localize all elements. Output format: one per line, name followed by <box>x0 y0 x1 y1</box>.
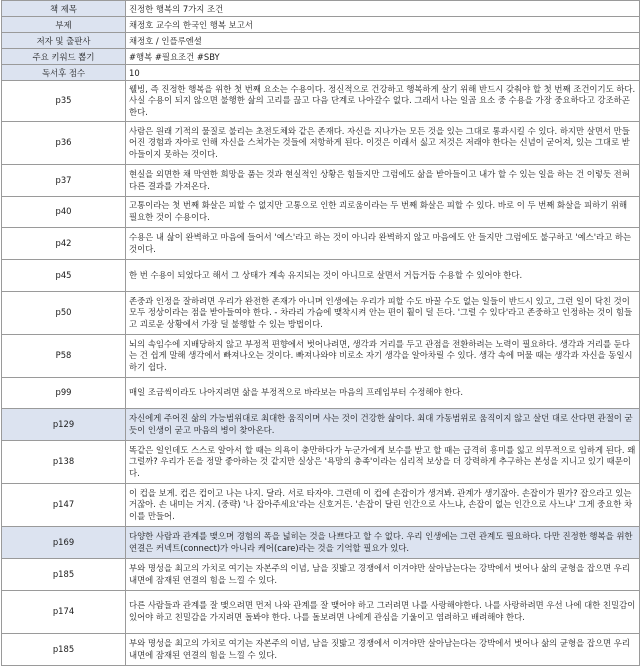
note-row <box>2 122 640 165</box>
note-text: 이 컵을 보게. 컵은 컵이고 나는 나지. 달라. 서로 타자야. 그런데 이 컵에 손잡이가 생겨봐. 관계가 생기잖아. 손잡이가 뭔가? 잡으라고 있는 거잖아. 손 내미는 거지. (중략) '나 잡아주세요'라는 신호거든. '손잡이 달린 인간으로 사느냐, 손잡이 없는 인간으로 사느냐' 그게 중요한 차이를 만들어. <box>126 484 640 527</box>
subtitle-value: 채정호 교수의 한국인 행복 보고서 <box>126 17 640 33</box>
note-page: p129 <box>2 409 126 441</box>
note-row <box>2 292 640 335</box>
note-text: 자신에게 주어진 삶의 가능범위대로 최대한 움직이며 사는 것이 건강한 삶이다. 최대 가동범위로 움직이지 않고 살던 대로 산다면 관절이 굳듯이 인생이 굳고 마음의 병이 찾아온다. <box>126 409 640 441</box>
note-page: p99 <box>2 378 126 409</box>
meta-row-author <box>2 33 640 49</box>
note-text: 사람은 원래 기적의 물질로 불리는 초전도체와 같은 존재다. 자신을 지나가는 모든 것을 있는 그대로 통과시킬 수 있다. 하지만 살면서 만들어진 경험과 자아로 인해 자신을 스쳐가는 것들에 저항하게 된다. 이것은 이래서 싫고 저것은 저래야 한다는 신념이 굳어져, 있는 그대로 받아들이지 못하는 것이다. <box>126 122 640 165</box>
author-value: 채정호 / 인플루엔셜 <box>126 33 640 49</box>
note-page: p185 <box>2 559 126 591</box>
note-row <box>2 81 640 122</box>
reading-note-table <box>1 0 640 666</box>
note-row-highlighted <box>2 409 640 441</box>
note-row <box>2 335 640 378</box>
note-text: 똑같은 일인데도 스스로 알아서 할 때는 의욕이 충만하다가 누군가에게 보수를 받고 할 때는 급격히 흥미를 잃고 의무적으로 임하게 된다. 왜 그럴까? 우리가 돈을 정말 좋아하는 것 같지만 실상은 '욕망의 충족'이라는 심리적 보상을 더 강력하게 추구하는 본성을 지니고 있기 때문이다. <box>126 441 640 484</box>
note-page: p37 <box>2 165 126 197</box>
meta-row-title <box>2 1 640 17</box>
note-text: 고통이라는 첫 번째 화살은 피할 수 없지만 고통으로 인한 괴로움이라는 두 번째 화살은 피할 수 있다. 바로 이 두 번째 화살을 피하기 위해 필요한 것이 수용이다. <box>126 197 640 228</box>
note-page: P58 <box>2 335 126 378</box>
keywords-value: #행복 #필요조건 #SBY <box>126 49 640 65</box>
title-value: 진정한 행복의 7가지 조건 <box>126 1 640 17</box>
note-text: 웰빙, 즉 진정한 행복을 위한 첫 번째 요소는 수용이다. 정신적으로 건강하고 행복하게 살기 위해 반드시 갖춰야 할 첫 번째 조건이기도 하다. 사실 수용이 되지 않으면 불행한 삶의 고리를 끊고 다음 단계로 나아갈수 없다. 그래서 나는 일곱 요소 중 수용을 가장 중요하다고 강조하곤 한다. <box>126 81 640 122</box>
note-page: p147 <box>2 484 126 527</box>
note-page: p35 <box>2 81 126 122</box>
score-label: 독서후 점수 <box>2 65 126 81</box>
note-page: p45 <box>2 260 126 292</box>
note-page: p185 <box>2 634 126 666</box>
note-text: 뇌의 속임수에 지배당하지 않고 부정적 편향에서 벗어나려면, 생각과 거리를 두고 관점을 전환하려는 노력이 필요하다. 생각과 거리를 둔다는 건 쉽게 말해 생각에서 빠져나오는 것이다. 빠져나와야 비로소 자기 생각을 알아차릴 수 있다. 생각 속에 머물 때는 생각과 자신을 동일시하기 쉽다. <box>126 335 640 378</box>
note-row <box>2 165 640 197</box>
note-row <box>2 378 640 409</box>
note-page: p40 <box>2 197 126 228</box>
title-label: 책 제목 <box>2 1 126 17</box>
note-text: 수용은 내 삶이 완벽하고 마음에 들어서 '예스'라고 하는 것이 아니라 완벽하지 않고 마음에도 안 들지만 그럼에도 불구하고 '예스'라고 하는 것이다. <box>126 228 640 260</box>
note-row <box>2 228 640 260</box>
note-text: 존중과 인정을 잘하려면 우리가 완전한 존재가 아니며 인생에는 우리가 피할 수도 바꿀 수도 없는 일들이 반드시 있고, 그런 일이 닥친 것이 모두 정상이라는 점을 받아들여야 한다. - 차라리 가슴에 맺착시켜 안는 편이 훨이 덜 든다. '그럴 수 있다'라고 존중하고 인정하는 것이 힘들고 괴로운 상황에서 가장 덜 불행할 수 있는 방법이다. <box>126 292 640 335</box>
author-label: 저자 및 출판사 <box>2 33 126 49</box>
note-page: p169 <box>2 527 126 559</box>
meta-row-score <box>2 65 640 81</box>
note-page: p50 <box>2 292 126 335</box>
meta-row-keywords <box>2 49 640 65</box>
note-row-highlighted <box>2 527 640 559</box>
note-text: 부와 명성을 최고의 가치로 여기는 자본주의 이념, 남을 짓밟고 경쟁에서 이겨야만 살아남는다는 강박에서 벗어나 삶의 균형을 잡으면 우리 내면에 잠재된 연결의 힘을 느낄 수 있다. <box>126 559 640 591</box>
note-page: p138 <box>2 441 126 484</box>
note-row <box>2 197 640 228</box>
note-text: 매일 조금씩이라도 나아지려면 삶을 부정적으로 바라보는 마음의 프레임부터 수정해야 한다. <box>126 378 640 409</box>
note-row <box>2 559 640 591</box>
note-row <box>2 260 640 292</box>
note-row <box>2 591 640 634</box>
note-row <box>2 634 640 666</box>
note-text: 한 번 수용이 되었다고 해서 그 상태가 계속 유지되는 것이 아니므로 살면서 거듭거듭 수용할 수 있어야 한다. <box>126 260 640 292</box>
note-text: 현실을 외면한 채 막연한 희망을 품는 것과 현실적인 상황은 힘들지만 그럼에도 삶을 받아들이고 내가 할 수 있는 일을 하는 건 이렇듯 전혀 다른 결과를 가져온다. <box>126 165 640 197</box>
note-text: 다양한 사람과 관계를 맺으며 경험의 폭을 넓히는 것을 나쁘다고 할 수 없다. 우리 인생에는 그런 관계도 필요하다. 다만 진정한 행복을 위한 연결은 커넥트(connect)가 아니라 케어(care)라는 것을 기억할 필요가 있다. <box>126 527 640 559</box>
note-page: p174 <box>2 591 126 634</box>
score-value: 10 <box>126 65 640 81</box>
subtitle-label: 부제 <box>2 17 126 33</box>
meta-row-subtitle <box>2 17 640 33</box>
keywords-label: 주요 키워드 뽑기 <box>2 49 126 65</box>
note-page: p42 <box>2 228 126 260</box>
note-text: 다른 사람들과 관계를 잘 맺으려면 먼저 나와 관계를 잘 맺어야 하고 그러려면 나를 사랑해야한다. 나를 사랑하려면 우선 나에 대한 친밀감이 있어야 하고 친밀감을 가지려면 돌봐야 한다. 나를 돌보려면 나에게 관심을 기울이고 염려하고 배려해야 한다. <box>126 591 640 634</box>
note-text: 부와 명성을 최고의 가치로 여기는 자본주의 이념, 남을 짓밟고 경쟁에서 이겨야만 살아남는다는 강박에서 벗어나 삶의 균형을 잡으면 우리 내면에 잠재된 연결의 힘을 느낄 수 있다. <box>126 634 640 666</box>
note-row <box>2 484 640 527</box>
note-page: p36 <box>2 122 126 165</box>
note-row <box>2 441 640 484</box>
